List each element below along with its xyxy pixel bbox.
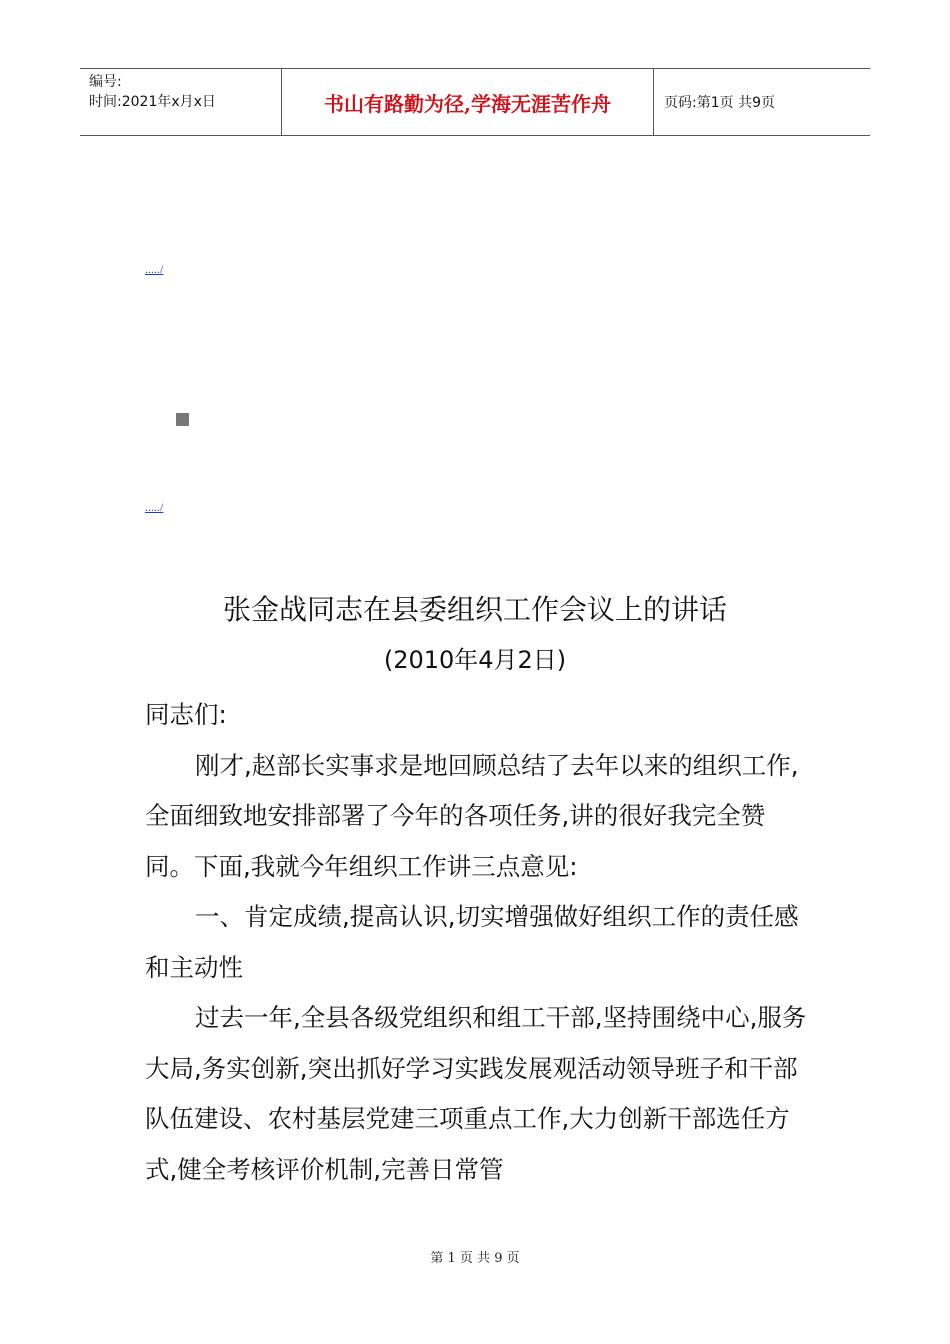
number-label: 编号: (89, 74, 122, 90)
paragraph-3: 过去一年,全县各级党组织和组工干部,坚持围绕中心,服务大局,务实创新,突出抓好学习实践发展观活动领导班子和干部队伍建设、农村基层党建三项重点工作,大力创新干部选任方式,健全考核评价机制,完善日常管 (145, 1003, 807, 1184)
header-page-info: 页码:第1页 共9页 (664, 95, 775, 111)
link-1[interactable]: ...../ (145, 262, 164, 276)
document-title: 张金战同志在县委组织工作会议上的讲话 (222, 593, 727, 626)
square-bullet-icon (176, 413, 189, 426)
salutation: 同志们: (145, 700, 227, 729)
page-footer: 第 1 页 共 9 页 (430, 1251, 520, 1266)
document-date: (2010年4月2日) (383, 646, 567, 674)
header-meta-cell (80, 69, 281, 135)
document-body (145, 690, 810, 1195)
paragraph-1: 刚才,赵部长实事求是地回顾总结了去年以来的组织工作,全面细致地安排部署了今年的各项任务,讲的很好我完全赞同。下面,我就今年组织工作讲三点意见: (145, 750, 799, 881)
header-motto: 书山有路勤为径,学海无涯苦作舟 (281, 69, 654, 135)
time-label: 时间:2021年x月x日 (89, 94, 216, 110)
paragraph-2: 一、肯定成绩,提高认识,切实增强做好组织工作的责任感和主动性 (145, 902, 799, 982)
link-2[interactable]: ...../ (145, 500, 164, 514)
header-table (80, 68, 870, 136)
